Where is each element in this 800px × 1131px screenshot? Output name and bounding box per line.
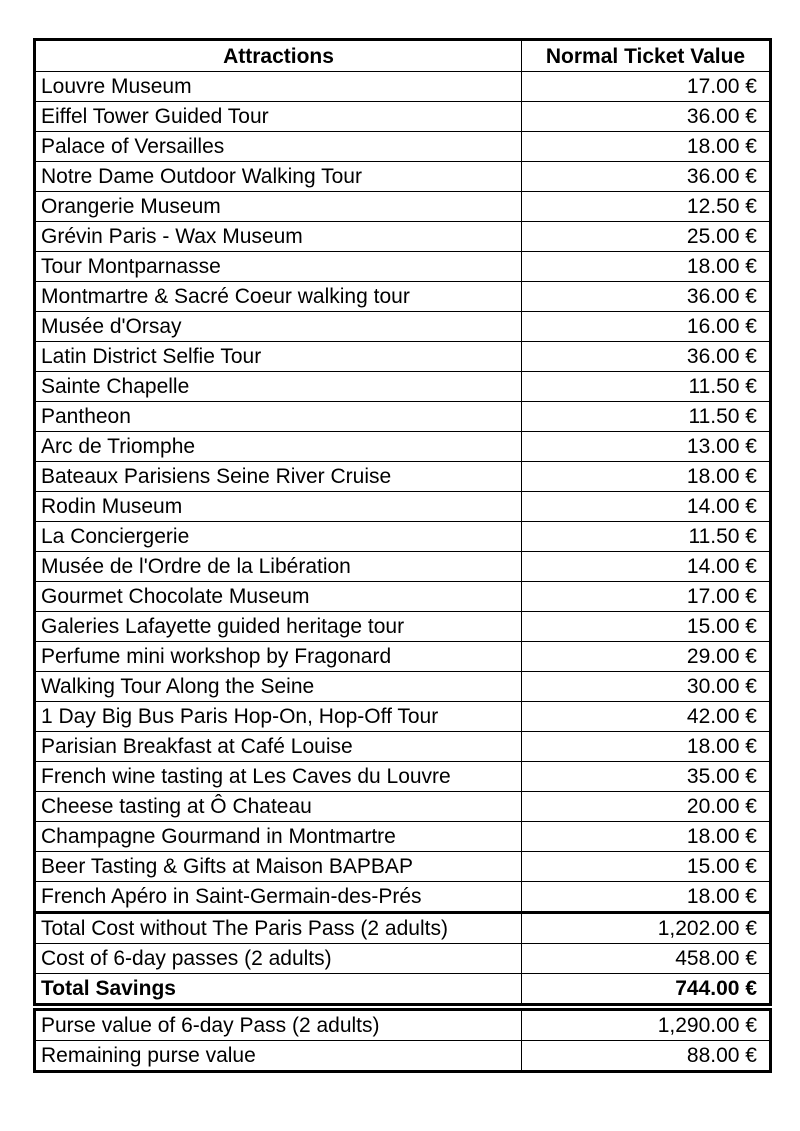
attraction-name: Notre Dame Outdoor Walking Tour (35, 162, 522, 192)
table-row (35, 432, 771, 462)
attraction-name: Champagne Gourmand in Montmartre (35, 822, 522, 852)
attraction-name: Grévin Paris - Wax Museum (35, 222, 522, 252)
attraction-ticket-value: 36.00 € (522, 162, 771, 192)
attraction-ticket-value: 14.00 € (522, 492, 771, 522)
attraction-name: Gourmet Chocolate Museum (35, 582, 522, 612)
attraction-ticket-value: 18.00 € (522, 252, 771, 282)
attraction-name: Beer Tasting & Gifts at Maison BAPBAP (35, 852, 522, 882)
attraction-name: Bateaux Parisiens Seine River Cruise (35, 462, 522, 492)
attraction-name: French wine tasting at Les Caves du Louvre (35, 762, 522, 792)
attraction-ticket-value: 42.00 € (522, 702, 771, 732)
attraction-ticket-value: 17.00 € (522, 72, 771, 102)
total-cost-label: Total Cost without The Paris Pass (2 adults) (35, 913, 522, 944)
attraction-ticket-value: 11.50 € (522, 402, 771, 432)
table-row (35, 72, 771, 102)
table-row (35, 312, 771, 342)
attraction-name: Musée d'Orsay (35, 312, 522, 342)
attraction-ticket-value: 15.00 € (522, 852, 771, 882)
passes-cost-label: Cost of 6-day passes (2 adults) (35, 944, 522, 974)
attraction-name: Latin District Selfie Tour (35, 342, 522, 372)
attraction-ticket-value: 18.00 € (522, 732, 771, 762)
attraction-ticket-value: 25.00 € (522, 222, 771, 252)
attraction-ticket-value: 18.00 € (522, 462, 771, 492)
attraction-name: Pantheon (35, 402, 522, 432)
table-row (35, 792, 771, 822)
attraction-name: Parisian Breakfast at Café Louise (35, 732, 522, 762)
purse-table (33, 1008, 772, 1073)
attraction-name: French Apéro in Saint-Germain-des-Prés (35, 882, 522, 913)
purse-value-row (35, 1010, 771, 1041)
table-row (35, 192, 771, 222)
attraction-name: Galeries Lafayette guided heritage tour (35, 612, 522, 642)
total-savings-label: Total Savings (35, 974, 522, 1005)
attraction-name: La Conciergerie (35, 522, 522, 552)
table-row (35, 582, 771, 612)
purse-value-label: Purse value of 6-day Pass (2 adults) (35, 1010, 522, 1041)
table-row (35, 882, 771, 913)
table-row (35, 822, 771, 852)
table-row (35, 252, 771, 282)
table-row (35, 642, 771, 672)
attraction-ticket-value: 18.00 € (522, 822, 771, 852)
remaining-purse-label: Remaining purse value (35, 1041, 522, 1072)
attraction-ticket-value: 11.50 € (522, 372, 771, 402)
attraction-ticket-value: 12.50 € (522, 192, 771, 222)
total-cost-value: 1,202.00 € (522, 913, 771, 944)
table-row (35, 372, 771, 402)
table-row (35, 402, 771, 432)
attraction-ticket-value: 29.00 € (522, 642, 771, 672)
attraction-name: Montmartre & Sacré Coeur walking tour (35, 282, 522, 312)
attraction-ticket-value: 20.00 € (522, 792, 771, 822)
remaining-purse-amount: 88.00 € (522, 1041, 771, 1072)
attraction-name: Musée de l'Ordre de la Libération (35, 552, 522, 582)
attraction-name: Louvre Museum (35, 72, 522, 102)
attraction-ticket-value: 36.00 € (522, 102, 771, 132)
attraction-ticket-value: 35.00 € (522, 762, 771, 792)
table-row (35, 702, 771, 732)
attraction-name: Palace of Versailles (35, 132, 522, 162)
attraction-name: Cheese tasting at Ô Chateau (35, 792, 522, 822)
attraction-ticket-value: 18.00 € (522, 132, 771, 162)
attraction-rows (35, 72, 771, 913)
passes-cost-value: 458.00 € (522, 944, 771, 974)
attraction-ticket-value: 13.00 € (522, 432, 771, 462)
total-cost-row (35, 913, 771, 944)
table-row (35, 132, 771, 162)
attraction-name: Eiffel Tower Guided Tour (35, 102, 522, 132)
header-ticket-value: Normal Ticket Value (522, 40, 771, 72)
table-row (35, 222, 771, 252)
table-header-row (35, 40, 771, 72)
summary-rows (35, 913, 771, 1005)
table-row (35, 522, 771, 552)
attraction-ticket-value: 36.00 € (522, 282, 771, 312)
header-attractions: Attractions (35, 40, 522, 72)
table-row (35, 612, 771, 642)
attraction-ticket-value: 17.00 € (522, 582, 771, 612)
attraction-ticket-value: 18.00 € (522, 882, 771, 913)
table-row (35, 492, 771, 522)
table-row (35, 162, 771, 192)
attraction-name: Arc de Triomphe (35, 432, 522, 462)
total-savings-row (35, 974, 771, 1005)
attraction-name: Perfume mini workshop by Fragonard (35, 642, 522, 672)
remaining-purse-row (35, 1041, 771, 1072)
attraction-ticket-value: 14.00 € (522, 552, 771, 582)
table-row (35, 732, 771, 762)
table-row (35, 462, 771, 492)
passes-cost-row (35, 944, 771, 974)
attraction-name: Tour Montparnasse (35, 252, 522, 282)
attraction-name: 1 Day Big Bus Paris Hop-On, Hop-Off Tour (35, 702, 522, 732)
table-row (35, 762, 771, 792)
table-row (35, 282, 771, 312)
table-row (35, 852, 771, 882)
table-row (35, 342, 771, 372)
table-row (35, 672, 771, 702)
attraction-name: Sainte Chapelle (35, 372, 522, 402)
purse-value-amount: 1,290.00 € (522, 1010, 771, 1041)
attraction-name: Walking Tour Along the Seine (35, 672, 522, 702)
table-row (35, 552, 771, 582)
attraction-ticket-value: 16.00 € (522, 312, 771, 342)
attraction-ticket-value: 36.00 € (522, 342, 771, 372)
attraction-ticket-value: 15.00 € (522, 612, 771, 642)
total-savings-value: 744.00 € (522, 974, 771, 1005)
attraction-ticket-value: 11.50 € (522, 522, 771, 552)
table-row (35, 102, 771, 132)
attractions-table (33, 38, 772, 1006)
attraction-name: Rodin Museum (35, 492, 522, 522)
attraction-name: Orangerie Museum (35, 192, 522, 222)
attraction-ticket-value: 30.00 € (522, 672, 771, 702)
